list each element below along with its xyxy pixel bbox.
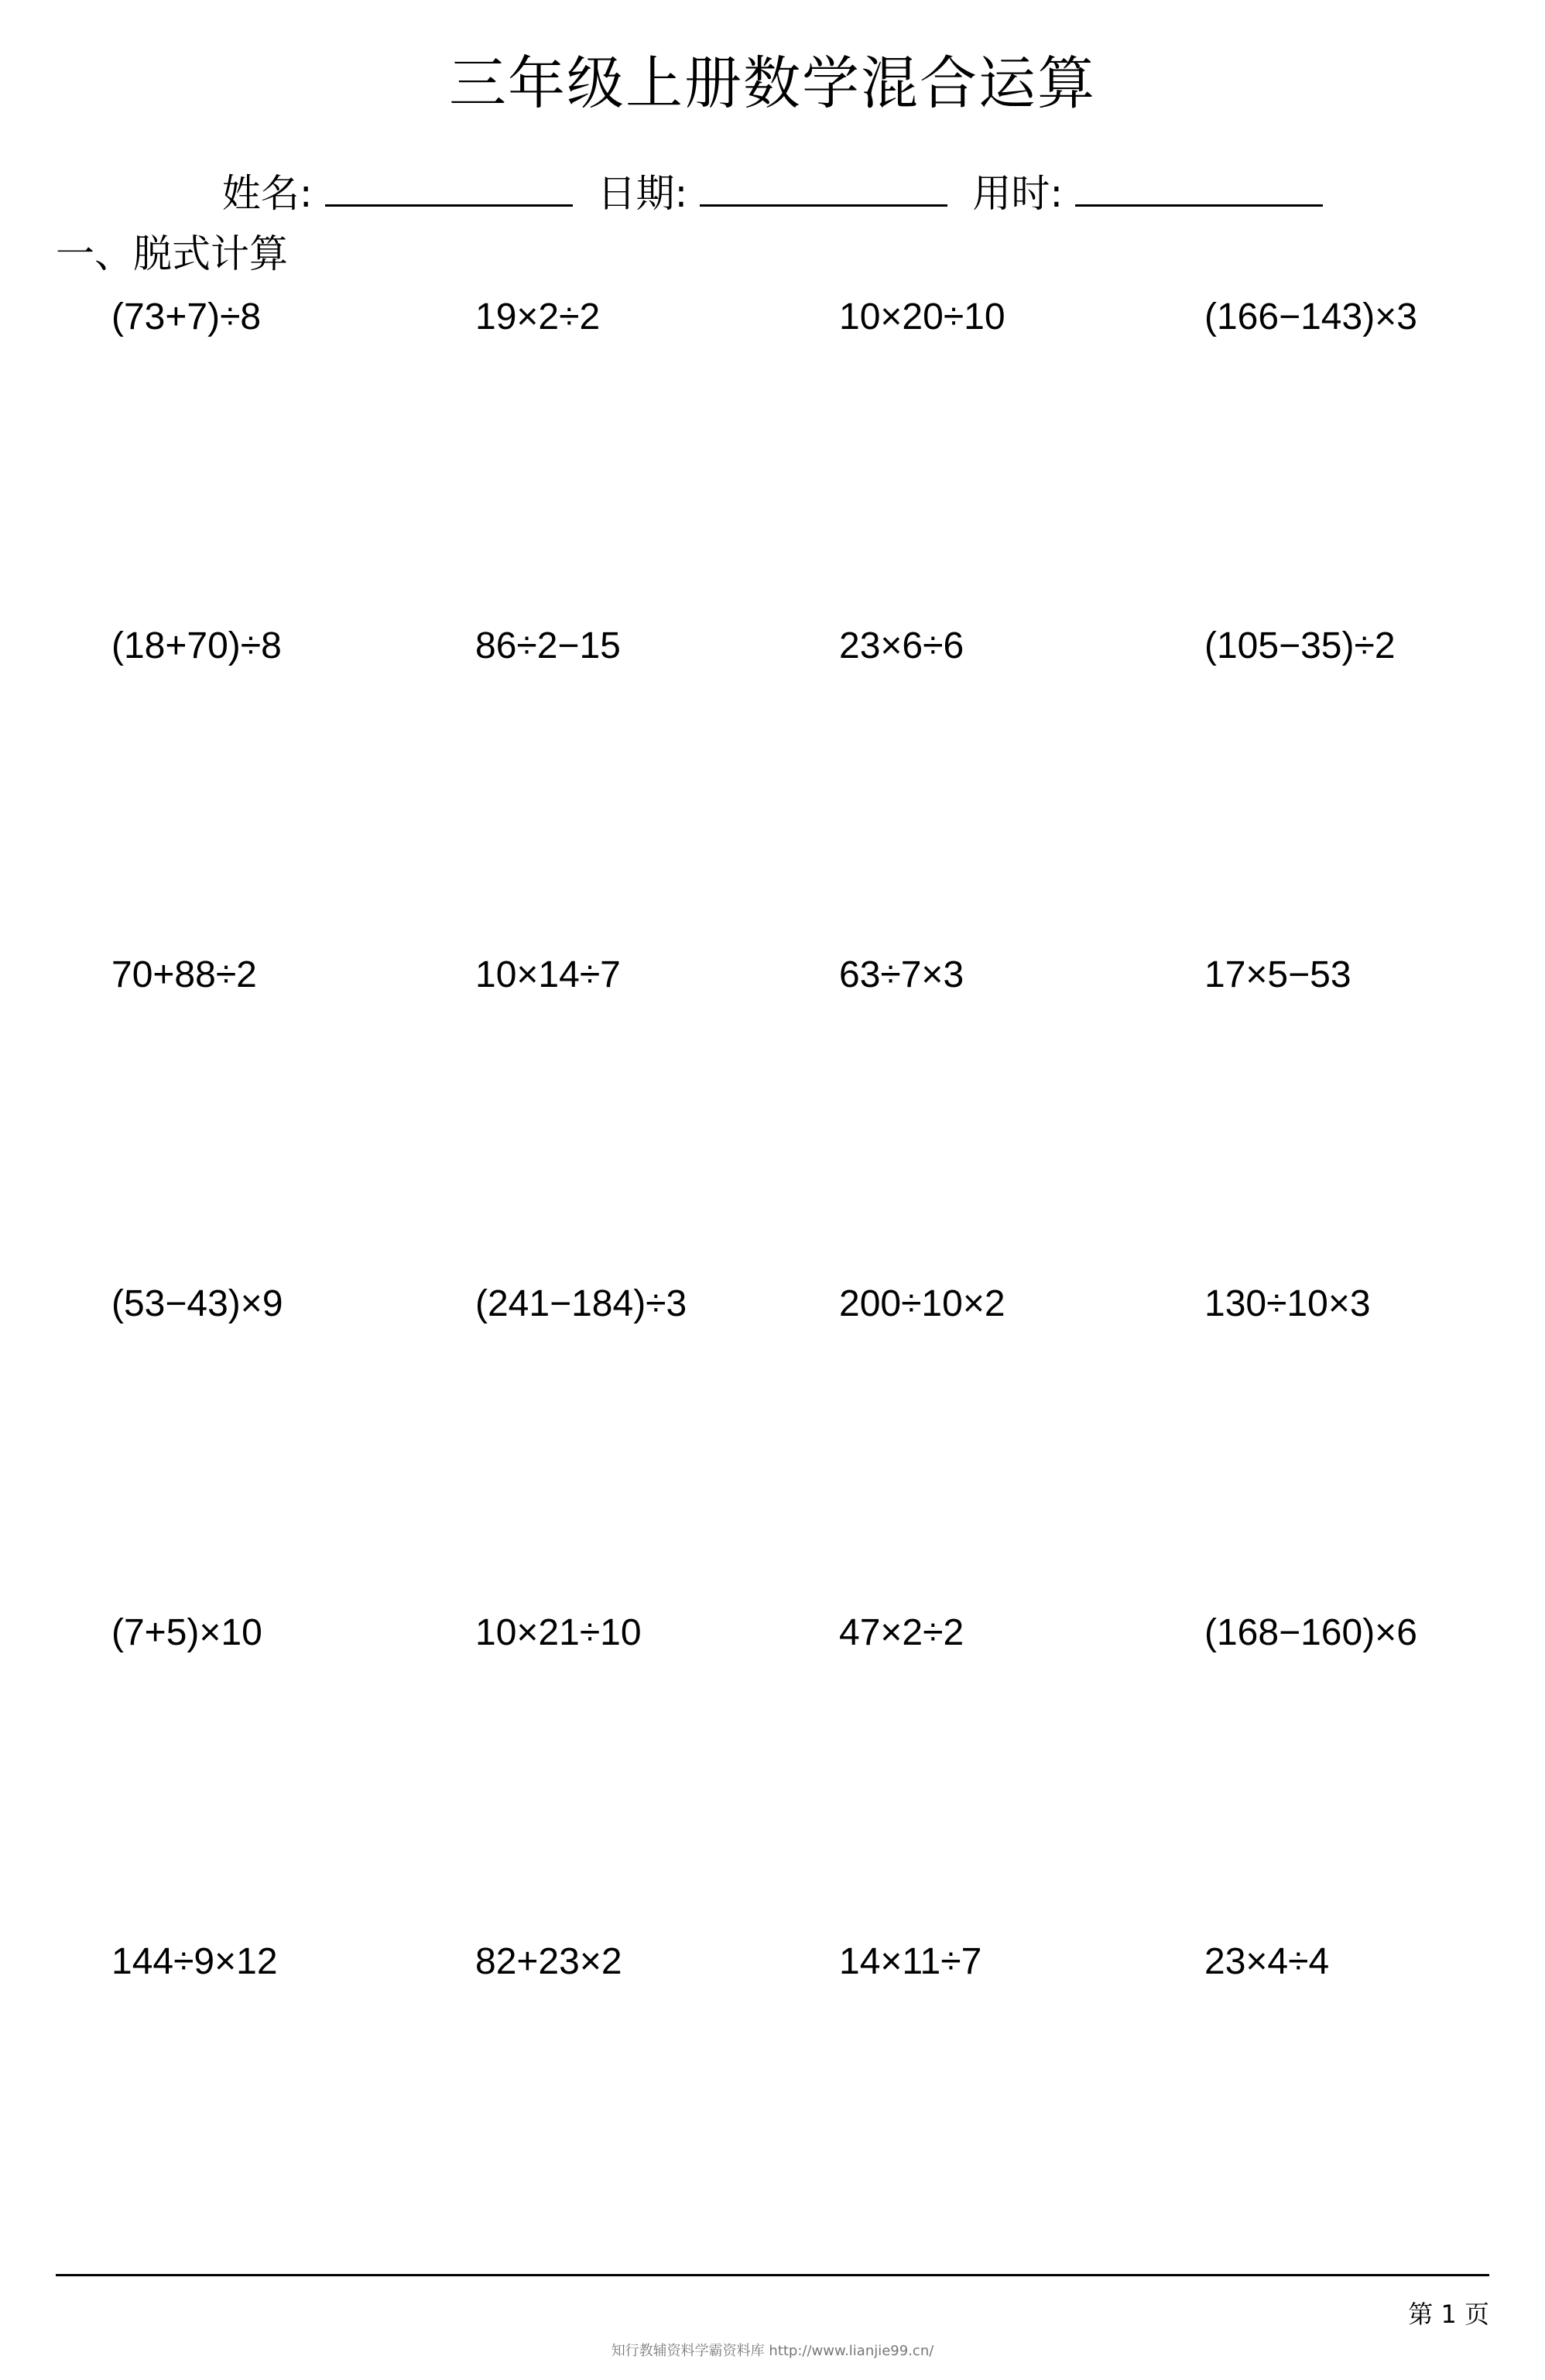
problem-row	[111, 1602, 1505, 1664]
problem-item: 10×21÷10	[475, 1612, 642, 1653]
date-label: 日期:	[597, 171, 688, 216]
problem-item: (166−143)×3	[1204, 296, 1417, 337]
problem-item: (105−35)÷2	[1204, 625, 1396, 666]
problem-item: 10×20÷10	[839, 296, 1005, 337]
date-field	[598, 159, 948, 224]
problem-item: (73+7)÷8	[111, 296, 262, 337]
watermark-text: 知行教辅资料学霸资料库 http://www.lianjie99.cn/	[611, 2343, 934, 2359]
problem-item: 23×4÷4	[1204, 1941, 1330, 1982]
problem-item: 82+23×2	[475, 1941, 622, 1982]
time-blank	[1075, 159, 1323, 207]
footer-divider	[56, 2274, 1489, 2276]
problem-item: 17×5−53	[1204, 954, 1351, 995]
problem-item: 70+88÷2	[111, 954, 257, 995]
problem-row	[111, 944, 1505, 1006]
problem-item: 47×2÷2	[839, 1612, 964, 1653]
problem-item: 130÷10×3	[1204, 1283, 1371, 1324]
name-field	[222, 159, 573, 224]
problem-item: 200÷10×2	[839, 1283, 1005, 1324]
problem-item: (7+5)×10	[111, 1612, 262, 1653]
name-label: 姓名:	[221, 171, 313, 216]
problem-item: 19×2÷2	[475, 296, 601, 337]
problem-row	[111, 286, 1505, 348]
problem-row	[111, 1273, 1505, 1335]
problem-row	[111, 615, 1505, 677]
time-label: 用时:	[972, 171, 1064, 216]
problem-item: (168−160)×6	[1204, 1612, 1417, 1653]
problem-row	[111, 1931, 1505, 1993]
problem-item: (53−43)×9	[111, 1283, 283, 1324]
problem-item: 144÷9×12	[111, 1941, 278, 1982]
student-info-row	[0, 159, 1545, 224]
page-title: 三年级上册数学混合运算	[449, 50, 1096, 117]
section-heading: 一、脱式计算	[56, 231, 288, 276]
problem-item: 86÷2−15	[475, 625, 621, 666]
time-field	[972, 159, 1323, 224]
problem-item: (241−184)÷3	[475, 1283, 687, 1324]
page-number: 第 1 页	[1408, 2300, 1489, 2329]
name-blank	[325, 159, 573, 207]
problem-item: 14×11÷7	[839, 1941, 982, 1982]
problem-item: 10×14÷7	[475, 954, 621, 995]
problem-item: 63÷7×3	[839, 954, 964, 995]
problem-item: 23×6÷6	[839, 625, 964, 666]
problem-item: (18+70)÷8	[111, 625, 282, 666]
date-blank	[700, 159, 947, 207]
